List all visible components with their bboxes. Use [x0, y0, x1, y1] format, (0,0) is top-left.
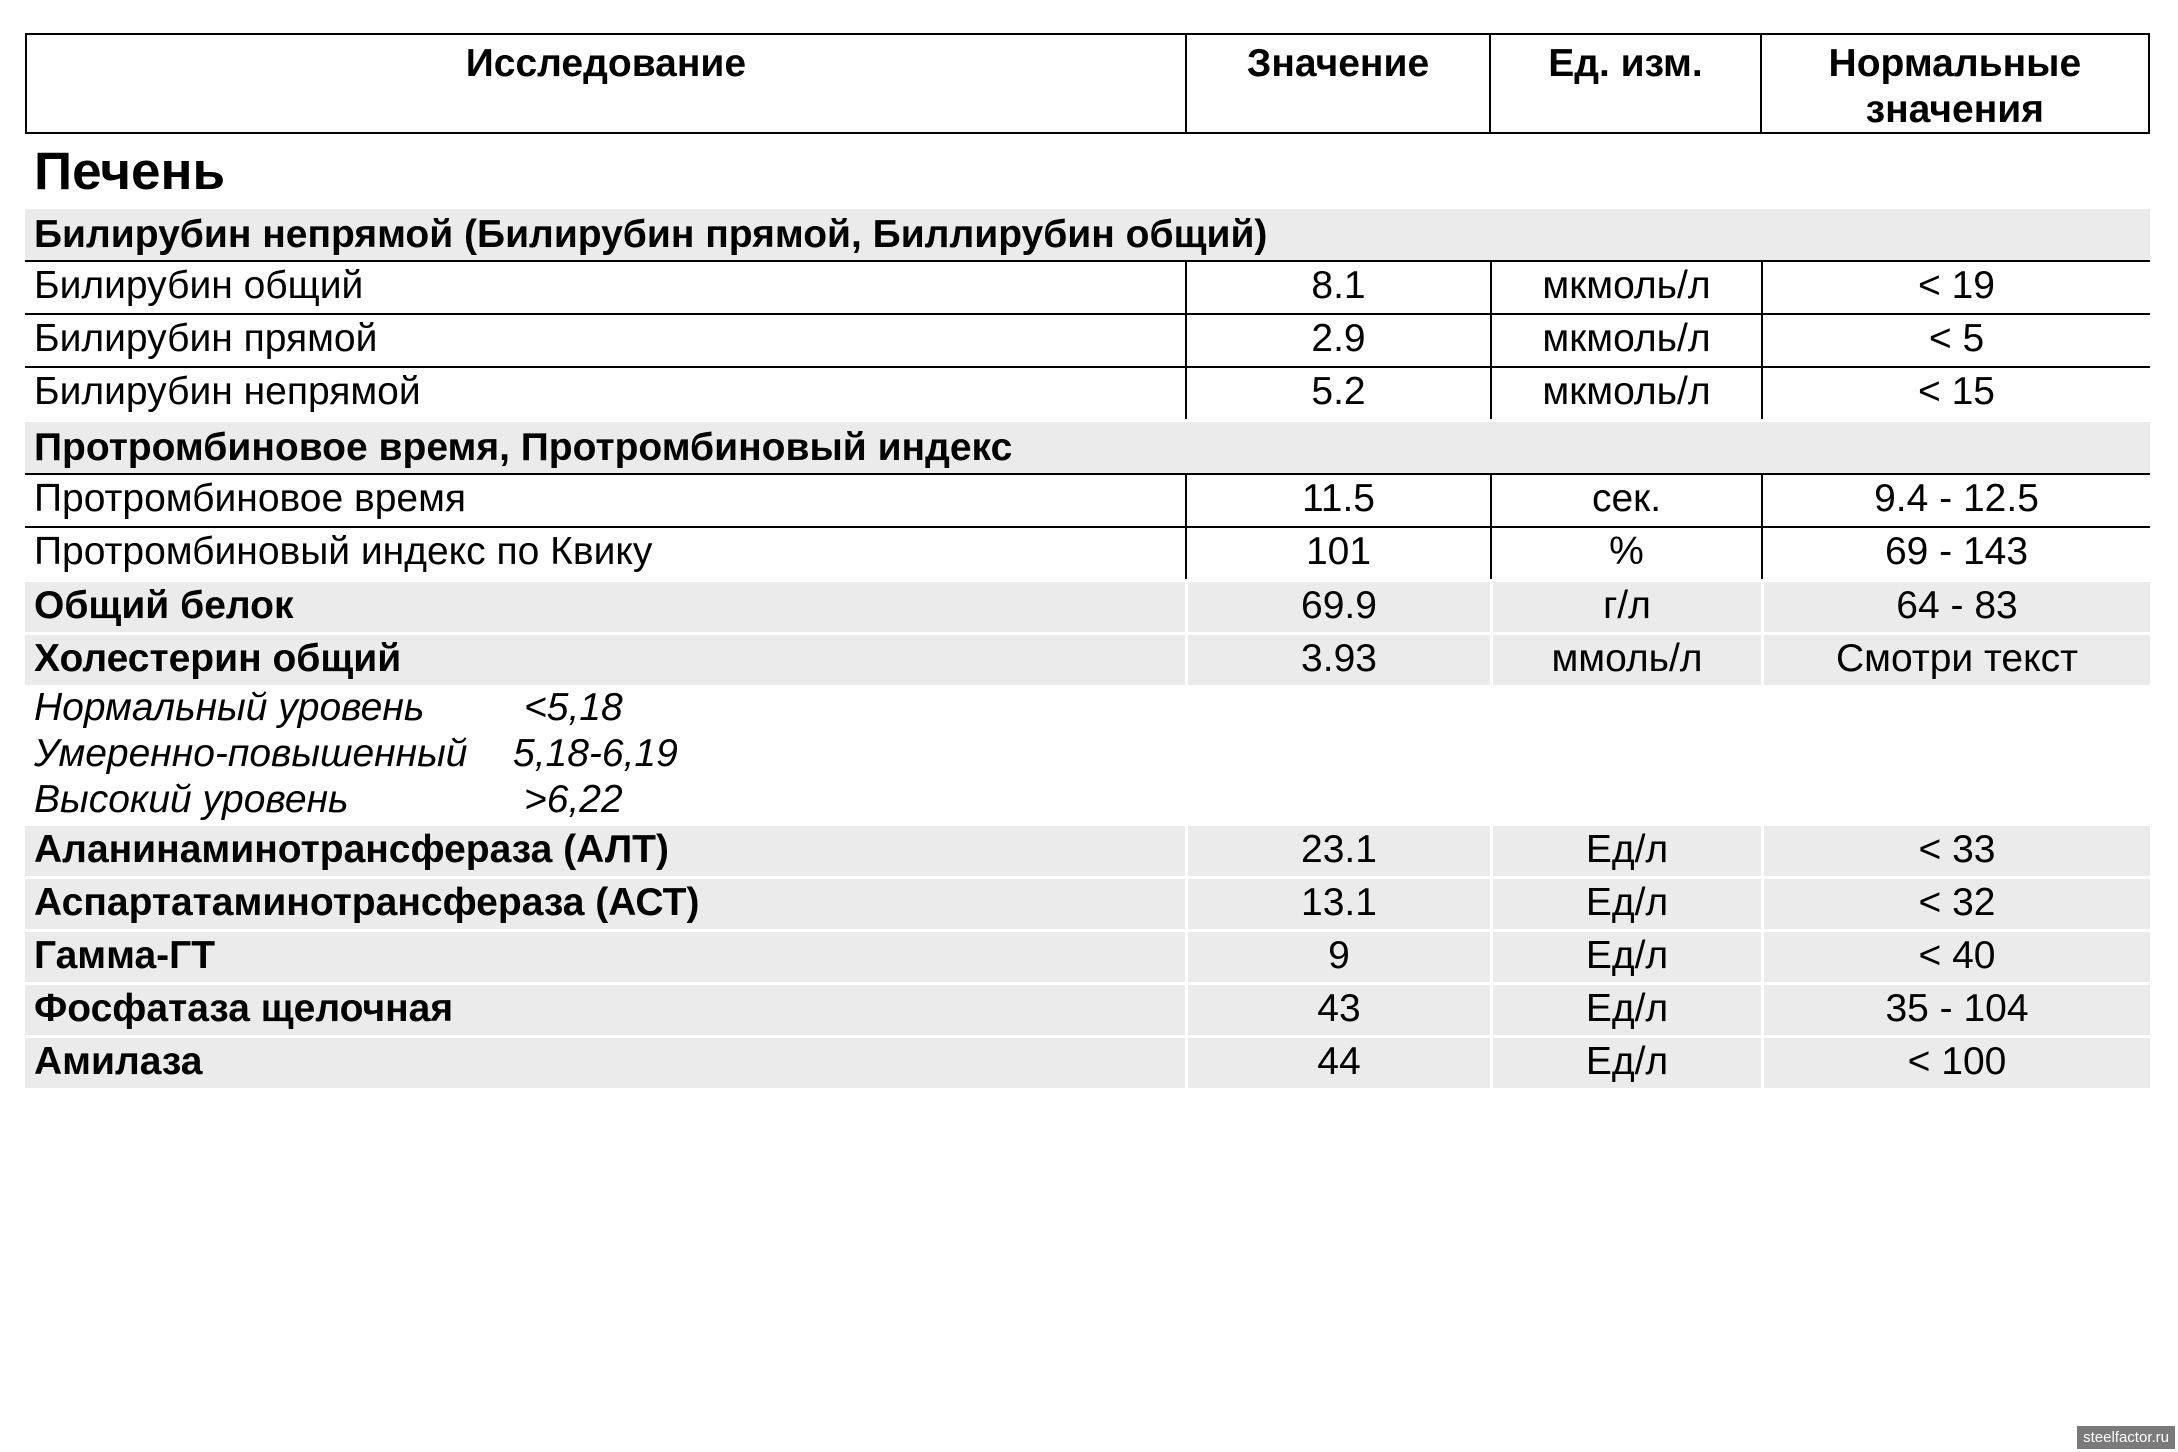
row-norm: < 100: [1761, 1038, 2150, 1088]
row-unit: мкмоль/л: [1490, 313, 1761, 366]
row-norm: Смотри текст: [1761, 635, 2150, 685]
row-name: Протромбиновый индекс по Квику: [25, 526, 1185, 579]
row-name: Билирубин непрямой: [25, 366, 1185, 419]
row-value: 5.2: [1185, 366, 1490, 419]
table-row: [25, 1038, 2150, 1088]
row-unit: Ед/л: [1490, 985, 1761, 1035]
row-value: 2.9: [1185, 313, 1490, 366]
row-norm: < 33: [1761, 826, 2150, 876]
row-unit: Ед/л: [1490, 932, 1761, 982]
row-value: 9: [1185, 932, 1490, 982]
note-line: [34, 777, 2150, 823]
note-range: >6,22: [524, 778, 623, 821]
row-norm: 35 - 104: [1761, 985, 2150, 1035]
table-row: [25, 635, 2150, 685]
row-norm: < 40: [1761, 932, 2150, 982]
row-value: 43: [1185, 985, 1490, 1035]
row-norm: < 32: [1761, 879, 2150, 929]
table-row: [25, 826, 2150, 876]
section-title: Печень: [34, 142, 226, 201]
table-row: [25, 260, 2150, 313]
header-norm-line1: Нормальные: [1828, 42, 2082, 85]
group-title-prothrombin: Протромбиновое время, Протромбиновый индекс: [25, 422, 2150, 473]
note-label: Нормальный уровень: [34, 686, 425, 729]
note-range: <5,18: [524, 686, 623, 729]
table-row: [25, 985, 2150, 1035]
row-value: 101: [1185, 526, 1490, 579]
table-row: [25, 526, 2150, 579]
row-norm: < 19: [1761, 260, 2150, 313]
row-value: 3.93: [1185, 635, 1490, 685]
row-name: Фосфатаза щелочная: [25, 985, 1185, 1035]
row-value: 11.5: [1185, 473, 1490, 526]
row-name: Протромбиновое время: [25, 473, 1185, 526]
row-name: Билирубин общий: [25, 260, 1185, 313]
table-row: [25, 932, 2150, 982]
row-name: Аланинаминотрансфераза (АЛТ): [25, 826, 1185, 876]
header-unit: Ед. изм.: [1489, 35, 1760, 132]
note-range: 5,18-6,19: [513, 732, 678, 775]
row-value: 8.1: [1185, 260, 1490, 313]
table-row: [25, 473, 2150, 526]
row-value: 69.9: [1185, 582, 1490, 632]
row-name: Билирубин прямой: [25, 313, 1185, 366]
row-norm: 69 - 143: [1761, 526, 2150, 579]
row-value: 44: [1185, 1038, 1490, 1088]
table-header: [25, 33, 2150, 134]
watermark: steelfactor.ru: [2077, 1426, 2175, 1449]
row-unit: ммоль/л: [1490, 635, 1761, 685]
row-name: Общий белок: [25, 582, 1185, 632]
note-label: Умеренно-повышенный: [34, 732, 468, 775]
table-row: [25, 313, 2150, 366]
note-line: [34, 731, 2150, 777]
row-norm: 9.4 - 12.5: [1761, 473, 2150, 526]
cholesterol-note: [25, 685, 2150, 823]
row-norm: 64 - 83: [1761, 582, 2150, 632]
header-norm: [1760, 35, 2148, 132]
note-line: [34, 685, 2150, 731]
row-name: Амилаза: [25, 1038, 1185, 1088]
row-name: Холестерин общий: [25, 635, 1185, 685]
row-unit: Ед/л: [1490, 879, 1761, 929]
table-row: [25, 879, 2150, 929]
row-value: 23.1: [1185, 826, 1490, 876]
row-unit: %: [1490, 526, 1761, 579]
header-value: Значение: [1185, 35, 1489, 132]
note-label: Высокий уровень: [34, 778, 349, 821]
group-title-bilirubin: Билирубин непрямой (Билирубин прямой, Биллирубин общий): [25, 209, 2150, 260]
row-norm: < 5: [1761, 313, 2150, 366]
row-name: Гамма-ГТ: [25, 932, 1185, 982]
table-row: [25, 366, 2150, 419]
row-unit: мкмоль/л: [1490, 366, 1761, 419]
table-row: [25, 582, 2150, 632]
row-unit: сек.: [1490, 473, 1761, 526]
row-norm: < 15: [1761, 366, 2150, 419]
row-unit: Ед/л: [1490, 1038, 1761, 1088]
row-value: 13.1: [1185, 879, 1490, 929]
header-study: Исследование: [465, 42, 747, 85]
row-unit: Ед/л: [1490, 826, 1761, 876]
row-unit: мкмоль/л: [1490, 260, 1761, 313]
row-name: Аспартатаминотрансфераза (АСТ): [25, 879, 1185, 929]
row-unit: г/л: [1490, 582, 1761, 632]
header-norm-line2: значения: [1865, 88, 2044, 131]
lab-results-page: [25, 33, 2150, 1088]
